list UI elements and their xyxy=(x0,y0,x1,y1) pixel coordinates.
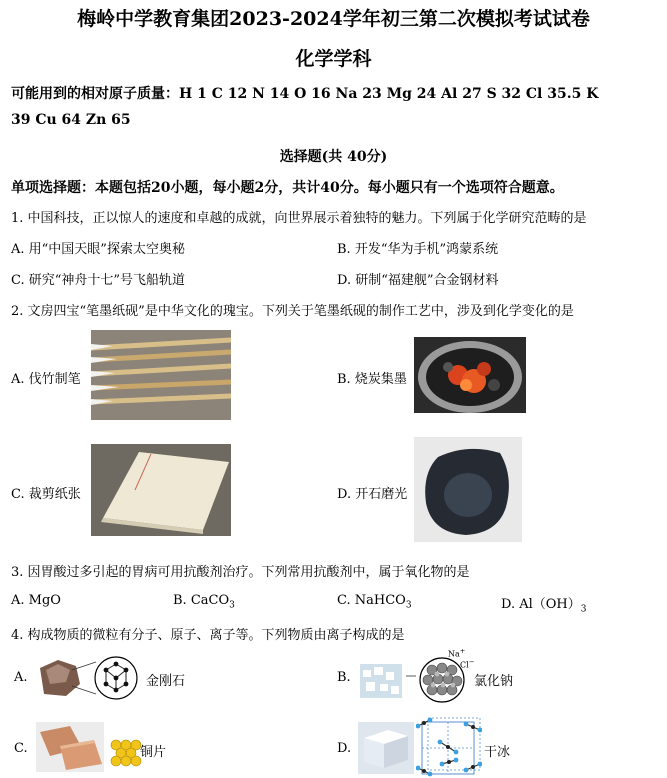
sodium-ion-label: Na+ xyxy=(448,647,466,659)
question-1-option-d: D. 研制“福建舰”合金钢材料 xyxy=(337,273,499,288)
question-4-option-d-label: 干冰 xyxy=(484,745,511,760)
question-4-option-a-label: 金刚石 xyxy=(146,674,186,689)
question-4-option-b-letter: B. xyxy=(337,670,351,685)
question-4-option-c-label: 铜片 xyxy=(140,745,167,760)
salt-photo xyxy=(360,664,402,698)
question-1-option-c: C. 研究“神舟十七”号飞船轨道 xyxy=(11,273,186,288)
question-1-stem: 1. 中国科技，正以惊人的速度和卓越的成就，向世界展示着独特的魅力。下列属于化学研究范畴的是 xyxy=(11,211,587,226)
question-3-option-a: A. MgO xyxy=(11,593,61,608)
chloride-ion-label: Cl− xyxy=(460,658,475,670)
paper-photo xyxy=(91,444,231,536)
question-4-option-c-letter: C. xyxy=(14,741,28,756)
copper-sheet-photo xyxy=(36,722,104,772)
atomic-masses-line-2: 39 Cu 64 Zn 65 xyxy=(11,112,131,128)
copper-atom-model xyxy=(108,737,144,767)
brush-photo xyxy=(91,330,231,420)
section-title: 选择题(共 40分) xyxy=(279,149,388,165)
inkstone-photo xyxy=(414,437,522,542)
diamond-figure xyxy=(36,656,146,700)
question-1-option-b: B. 开发“华为手机”鸿蒙系统 xyxy=(337,242,499,257)
question-4-option-d-letter: D. xyxy=(337,741,352,756)
question-3-option-d: D. $Al(OH)_3$ xyxy=(501,597,587,615)
question-4-option-b-label: 氯化钠 xyxy=(474,674,514,689)
exam-title: 梅岭中学教育集团2023-2024学年初三第二次模拟考试试卷 xyxy=(77,8,590,30)
dry-ice-photo xyxy=(358,722,414,774)
question-2-option-b: B. 烧炭集墨 xyxy=(337,368,409,387)
question-3-option-c: C. NaHCO$_3$ xyxy=(337,593,412,611)
section-instructions: 单项选择题：本题包括20小题，每小题2分，共计40分。每小题只有一个选项符合题意。 xyxy=(11,180,564,196)
question-4-option-a-letter: A. xyxy=(14,670,28,685)
atomic-masses-line-1: 可能用到的相对原子质量：H 1 C 12 N 14 O 16 Na 23 Mg 24 Al 27 S 32 Cl 35.5 K xyxy=(11,86,599,102)
charcoal-photo xyxy=(414,337,526,413)
dry-ice-molecular-model xyxy=(416,716,482,778)
question-3-option-b: B. CaCO$_3$ xyxy=(173,593,235,611)
question-2-option-d: D. 开石磨光 xyxy=(337,483,409,502)
subject-title: 化学学科 xyxy=(295,48,372,70)
question-2-option-c: C. 裁剪纸张 xyxy=(11,483,83,502)
question-1-option-a: A. 用“中国天眼”探索太空奥秘 xyxy=(11,242,185,257)
question-4-stem: 4. 构成物质的微粒有分子、原子、离子等。下列物质由离子构成的是 xyxy=(11,628,405,643)
question-2-option-a: A. 伐竹制笔 xyxy=(11,368,83,387)
question-2-stem: 2. 文房四宝“笔墨纸砚”是中华文化的瑰宝。下列关于笔墨纸砚的制作工艺中，涉及到化学变化的是 xyxy=(11,304,574,319)
question-3-stem: 3. 因胃酸过多引起的胃病可用抗酸剂治疗。下列常用抗酸剂中，属于氧化物的是 xyxy=(11,565,470,580)
